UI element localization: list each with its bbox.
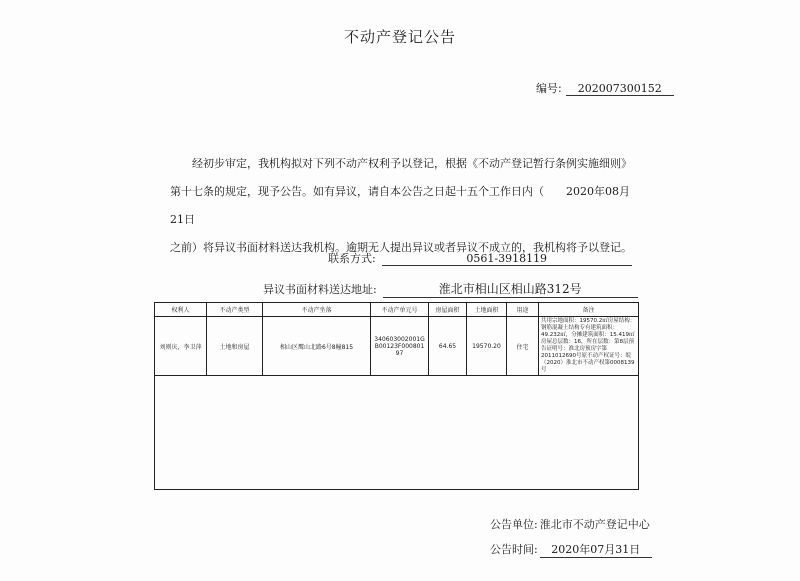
page-title: 不动产登记公告 — [343, 28, 456, 46]
paragraph-line-1: 经初步审定，我机构拟对下列不动产权利予以登记，根据《不动产登记暂行条例实施细则》 — [192, 157, 632, 170]
cell-land-area: 19570.20 — [467, 317, 507, 376]
contact-label: 联系方式: — [328, 252, 376, 265]
publisher-value: 淮北市不动产登记中心 — [539, 518, 650, 531]
table-row — [155, 317, 639, 376]
publisher-label: 公告单位: — [490, 518, 538, 531]
header-unit-no: 不动产单元号 — [371, 303, 429, 317]
cell-note: 共用宗地面积：19570.2㎡房屋结构：钢筋混凝土结构专有建筑面积：49.232㎡，分摊建筑面积：15.419㎡房屋总层数：16，所在层数：第8层预告证明号：淮北房预房字第2011012690号原不动产权证号：皖（2020）淮北市不动产权第0008139号 — [539, 317, 639, 376]
table-header-row — [155, 303, 639, 317]
serial-value: 202007300152 — [566, 82, 674, 96]
publisher — [490, 516, 650, 532]
cell-building-area: 64.65 — [429, 317, 467, 376]
header-location: 不动产坐落 — [263, 303, 371, 317]
header-building-area: 房屋面积 — [429, 303, 467, 317]
publish-time-value: 2020年07月31日 — [540, 541, 652, 558]
contact-info — [328, 250, 632, 266]
paragraph-line-3: 之前）将异议书面材料送达我机构。逾期无人提出异议或者异议不成立的，我机构将予以登记。 — [170, 241, 632, 254]
serial-label: 编号: — [536, 82, 562, 95]
empty-cell — [155, 376, 639, 490]
header-land-area: 土地面积 — [467, 303, 507, 317]
table-empty-area — [155, 376, 639, 490]
registration-table — [154, 302, 639, 490]
header-type: 不动产类型 — [207, 303, 263, 317]
paragraph-line-2: 第十七条的规定，现予公告。如有异议，请自本公告之日起十五个工作日内（ 2020年08月21日 — [170, 185, 630, 226]
objection-address — [263, 280, 638, 298]
header-use: 用途 — [507, 303, 539, 317]
address-label: 异议书面材料送达地址: — [263, 283, 377, 296]
publish-time-label: 公告时间: — [490, 543, 538, 556]
notice-paragraph — [170, 150, 640, 262]
header-owner: 权利人 — [155, 303, 207, 317]
cell-use: 住宅 — [507, 317, 539, 376]
cell-owner: 刘则庆，李卫萍 — [155, 317, 207, 376]
address-value: 淮北市相山区相山路312号 — [383, 280, 638, 298]
contact-value: 0561-3918119 — [382, 252, 632, 266]
cell-type: 土地和房屋 — [207, 317, 263, 376]
cell-unit-no: 340603002001GB00123F00080197 — [371, 317, 429, 376]
serial-number — [536, 80, 674, 96]
header-note: 备注 — [539, 303, 639, 317]
cell-location: 相山区鹰山北路6号8幢815 — [263, 317, 371, 376]
publish-time — [490, 541, 652, 558]
